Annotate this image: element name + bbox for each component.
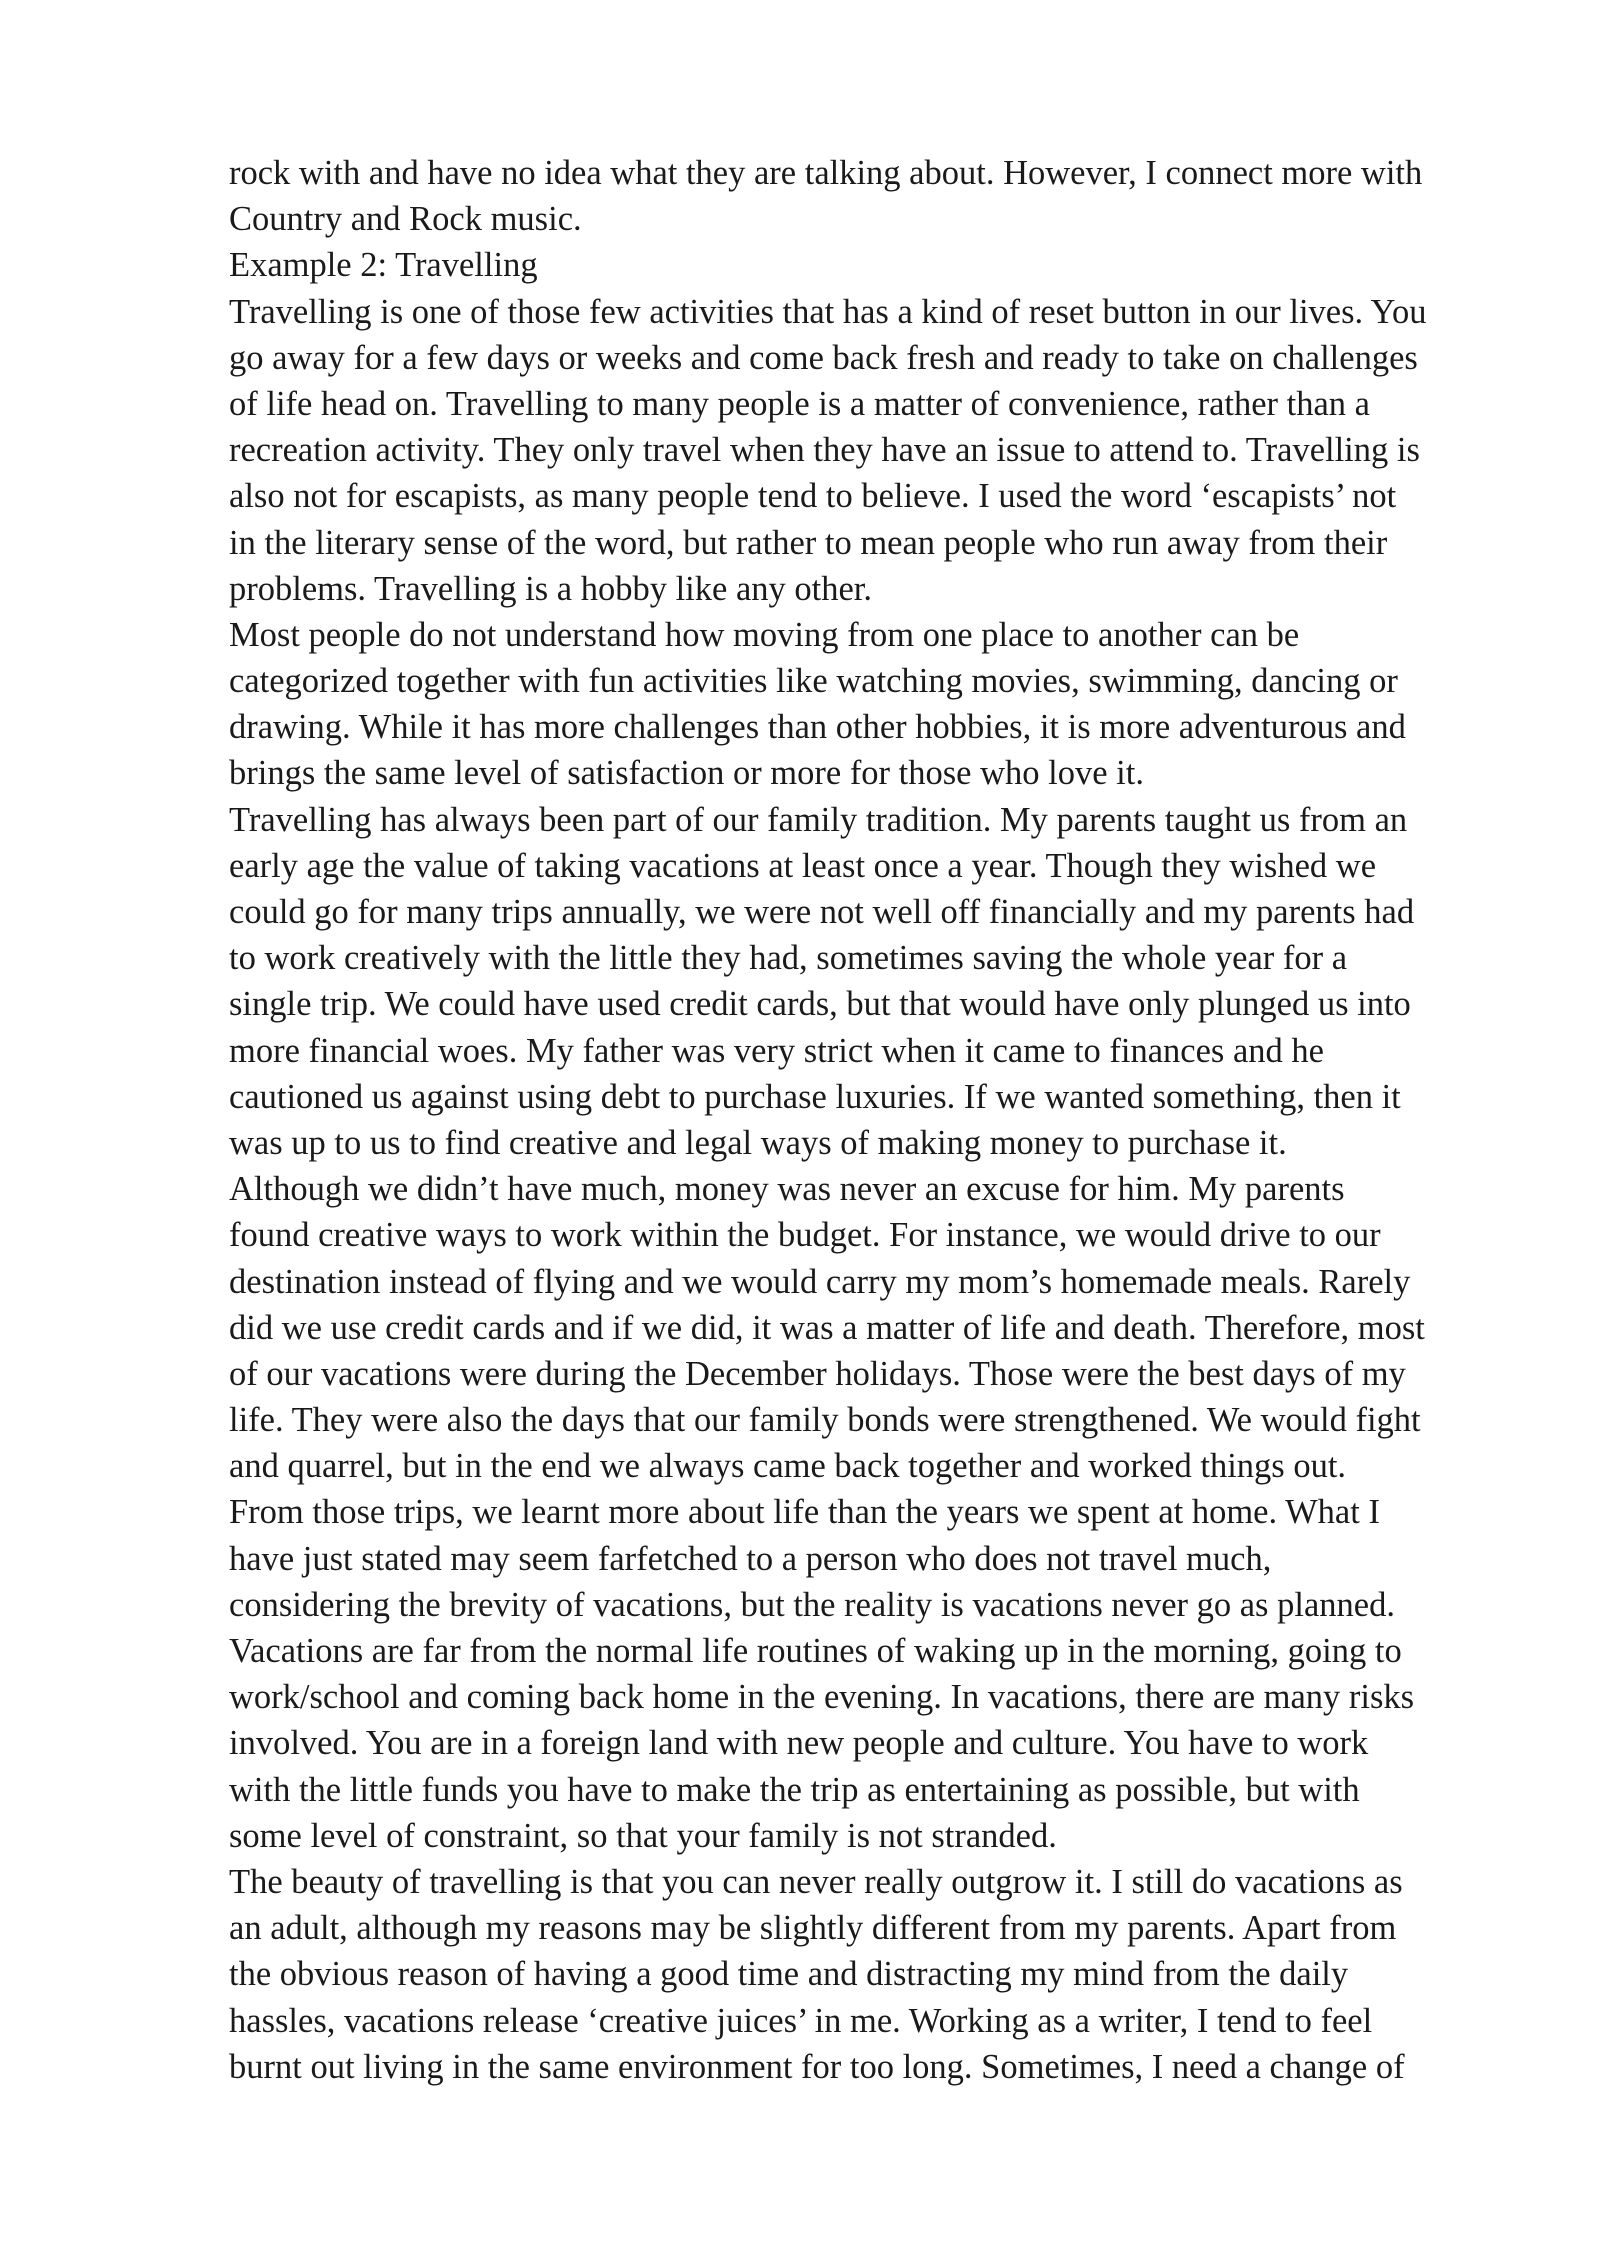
text-line: From those trips, we learnt more about life than the years we spent at home. What I (229, 1493, 1380, 1532)
text-line: Country and Rock music. (229, 200, 582, 239)
text-line: recreation activity. They only travel when they have an issue to attend to. Travelling is (229, 431, 1420, 470)
body-text (229, 150, 1469, 2090)
text-line: brings the same level of satisfaction or more for those who love it. (229, 754, 1144, 793)
text-line: Although we didn’t have much, money was never an excuse for him. My parents (229, 1170, 1345, 1209)
text-line: work/school and coming back home in the evening. In vacations, there are many risks (229, 1678, 1415, 1717)
text-line: burnt out living in the same environment for too long. Sometimes, I need a change of (229, 2047, 1405, 2086)
text-line: cautioned us against using debt to purchase luxuries. If we wanted something, then it (229, 1077, 1401, 1116)
text-line: drawing. While it has more challenges than other hobbies, it is more adventurous and (229, 708, 1406, 747)
text-line: Vacations are far from the normal life routines of waking up in the morning, going to (229, 1632, 1402, 1670)
text-line: also not for escapists, as many people tend to believe. I used the word ‘escapists’ not (229, 477, 1397, 516)
text-line: Travelling has always been part of our family tradition. My parents taught us from an (229, 800, 1408, 839)
text-line: and quarrel, but in the end we always came back together and worked things out. (229, 1447, 1347, 1486)
text-line: life. They were also the days that our family bonds were strengthened. We would fight (229, 1401, 1421, 1440)
text-line: more financial woes. My father was very strict when it came to finances and he (229, 1031, 1324, 1070)
text-line: the obvious reason of having a good time and distracting my mind from the daily (229, 1955, 1349, 1994)
text-line: Travelling is one of those few activities that has a kind of reset button in our lives. You (229, 292, 1427, 331)
text-line: with the little funds you have to make the trip as entertaining as possible, but with (229, 1770, 1360, 1809)
text-line: destination instead of flying and we would carry my mom’s homemade meals. Rarely (229, 1262, 1411, 1301)
text-line: was up to us to find creative and legal ways of making money to purchase it. (229, 1123, 1287, 1162)
text-line: of our vacations were during the December holidays. Those were the best days of my (229, 1354, 1406, 1393)
text-line: some level of constraint, so that your family is not stranded. (229, 1816, 1057, 1855)
text-line: single trip. We could have used credit cards, but that would have only plunged us into (229, 985, 1411, 1024)
text-line: of life head on. Travelling to many people is a matter of convenience, rather than a (229, 384, 1370, 423)
text-line: hassles, vacations release ‘creative juices’ in me. Working as a writer, I tend to feel (229, 2001, 1373, 2040)
text-line: in the literary sense of the word, but rather to mean people who run away from their (229, 523, 1388, 562)
text-line: did we use credit cards and if we did, it was a matter of life and death. Therefore, most (229, 1308, 1425, 1347)
text-line: to work creatively with the little they had, sometimes saving the whole year for a (229, 939, 1348, 978)
text-line: go away for a few days or weeks and come back fresh and ready to take on challenges (229, 338, 1418, 377)
text-line: The beauty of travelling is that you can never really outgrow it. I still do vacations as (229, 1862, 1403, 1901)
text-line: involved. You are in a foreign land with new people and culture. You have to work (229, 1724, 1369, 1763)
text-line: problems. Travelling is a hobby like any other. (229, 569, 872, 608)
text-line: could go for many trips annually, we were not well off financially and my parents had (229, 893, 1415, 931)
text-line: categorized together with fun activities like watching movies, swimming, dancing or (229, 662, 1398, 701)
text-line: early age the value of taking vacations at least once a year. Though they wished we (229, 846, 1377, 885)
section-heading: Example 2: Travelling (229, 246, 538, 285)
text-line: rock with and have no idea what they are talking about. However, I connect more with (229, 154, 1423, 192)
text-line: considering the brevity of vacations, but the reality is vacations never go as planned. (229, 1585, 1395, 1624)
text-line: have just stated may seem farfetched to a person who does not travel much, (229, 1539, 1272, 1578)
text-line: an adult, although my reasons may be slightly different from my parents. Apart from (229, 1909, 1397, 1948)
text-line: found creative ways to work within the budget. For instance, we would drive to our (229, 1216, 1381, 1255)
text-line: Most people do not understand how moving from one place to another can be (229, 615, 1300, 654)
